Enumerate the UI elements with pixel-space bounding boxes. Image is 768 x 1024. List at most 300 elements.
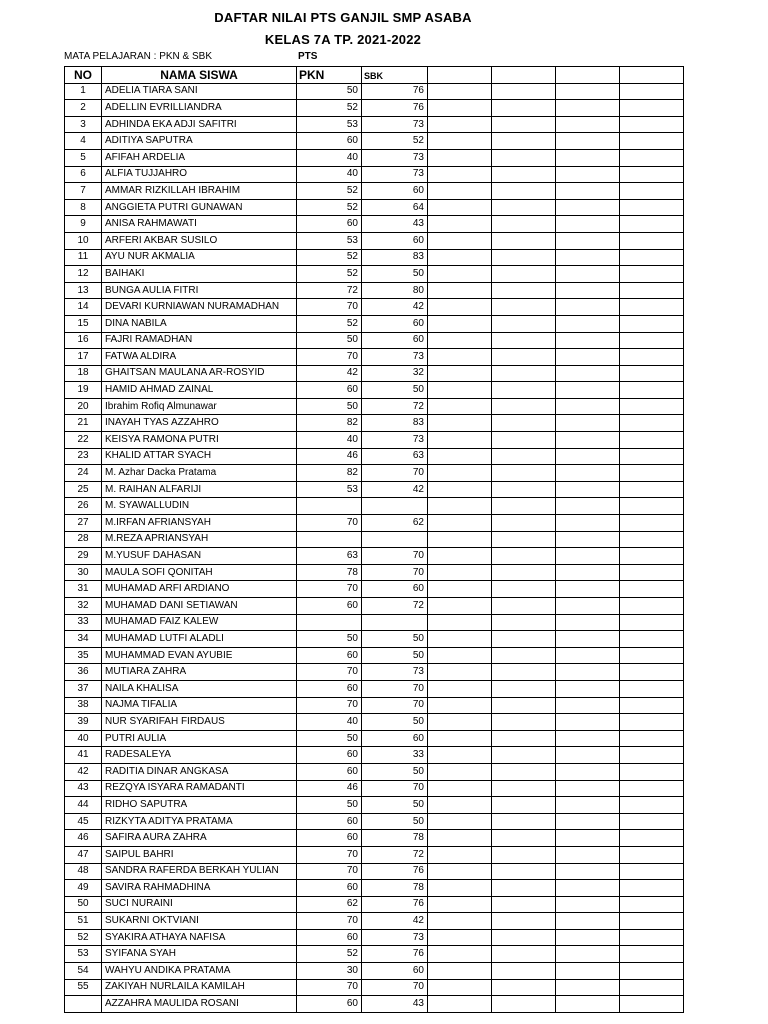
empty-cell bbox=[620, 548, 684, 565]
sbk-score-cell: 72 bbox=[362, 598, 428, 615]
empty-cell bbox=[428, 896, 492, 913]
student-name-cell: MAULA SOFI QONITAH bbox=[102, 564, 297, 581]
empty-cell bbox=[428, 913, 492, 930]
empty-cell bbox=[492, 249, 556, 266]
empty-cell bbox=[428, 216, 492, 233]
pkn-score-cell: 70 bbox=[297, 979, 362, 996]
student-name-cell: ANISA RAHMAWATI bbox=[102, 216, 297, 233]
pkn-score-cell: 60 bbox=[297, 647, 362, 664]
empty-cell bbox=[620, 116, 684, 133]
empty-cell bbox=[620, 232, 684, 249]
document-title: DAFTAR NILAI PTS GANJIL SMP ASABA bbox=[214, 10, 472, 25]
row-number-cell: 36 bbox=[65, 664, 102, 681]
empty-cell bbox=[620, 481, 684, 498]
pkn-score-cell: 70 bbox=[297, 863, 362, 880]
empty-cell bbox=[620, 216, 684, 233]
row-number-cell: 49 bbox=[65, 880, 102, 897]
empty-cell bbox=[492, 315, 556, 332]
student-name-cell: MUTIARA ZAHRA bbox=[102, 664, 297, 681]
empty-cell bbox=[556, 813, 620, 830]
empty-cell bbox=[620, 83, 684, 100]
row-number-cell: 44 bbox=[65, 797, 102, 814]
empty-cell bbox=[620, 249, 684, 266]
empty-cell bbox=[428, 614, 492, 631]
sbk-score-cell: 70 bbox=[362, 979, 428, 996]
student-name-cell: M.REZA APRIANSYAH bbox=[102, 531, 297, 548]
student-name-cell: ARFERI AKBAR SUSILO bbox=[102, 232, 297, 249]
table-row bbox=[65, 282, 684, 299]
empty-cell bbox=[620, 581, 684, 598]
empty-cell bbox=[492, 515, 556, 532]
row-number-cell: 46 bbox=[65, 830, 102, 847]
sbk-score-cell: 70 bbox=[362, 564, 428, 581]
empty-cell bbox=[556, 199, 620, 216]
empty-cell bbox=[556, 747, 620, 764]
table-row bbox=[65, 432, 684, 449]
empty-cell bbox=[620, 846, 684, 863]
sbk-score-cell: 73 bbox=[362, 166, 428, 183]
student-name-cell: SAIPUL BAHRI bbox=[102, 846, 297, 863]
empty-cell bbox=[428, 880, 492, 897]
table-row bbox=[65, 730, 684, 747]
empty-cell bbox=[556, 166, 620, 183]
empty-cell bbox=[428, 714, 492, 731]
empty-cell bbox=[492, 116, 556, 133]
sbk-score-cell bbox=[362, 498, 428, 515]
row-number-cell: 30 bbox=[65, 564, 102, 581]
empty-cell bbox=[492, 498, 556, 515]
student-name-cell: SUCI NURAINI bbox=[102, 896, 297, 913]
empty-cell bbox=[620, 647, 684, 664]
pkn-score-cell: 52 bbox=[297, 199, 362, 216]
empty-cell bbox=[556, 266, 620, 283]
empty-cell bbox=[492, 979, 556, 996]
sbk-score-cell: 70 bbox=[362, 548, 428, 565]
row-number-cell: 22 bbox=[65, 432, 102, 449]
table-row bbox=[65, 631, 684, 648]
table-row bbox=[65, 365, 684, 382]
empty-cell bbox=[556, 481, 620, 498]
empty-cell bbox=[492, 299, 556, 316]
student-name-cell: HAMID AHMAD ZAINAL bbox=[102, 382, 297, 399]
sbk-score-cell: 72 bbox=[362, 398, 428, 415]
student-name-cell: RIDHO SAPUTRA bbox=[102, 797, 297, 814]
empty-cell bbox=[556, 448, 620, 465]
row-number-cell: 21 bbox=[65, 415, 102, 432]
student-name-cell: FAJRI RAMADHAN bbox=[102, 332, 297, 349]
empty-cell bbox=[620, 680, 684, 697]
empty-cell bbox=[556, 100, 620, 117]
student-name-cell: PUTRI AULIA bbox=[102, 730, 297, 747]
empty-cell bbox=[492, 631, 556, 648]
sbk-score-cell: 63 bbox=[362, 448, 428, 465]
empty-cell bbox=[428, 481, 492, 498]
empty-cell bbox=[428, 349, 492, 366]
empty-cell bbox=[428, 780, 492, 797]
pkn-score-cell: 60 bbox=[297, 929, 362, 946]
pkn-score-cell: 60 bbox=[297, 382, 362, 399]
empty-cell bbox=[620, 100, 684, 117]
pkn-score-cell: 62 bbox=[297, 896, 362, 913]
empty-header-cell bbox=[492, 67, 556, 84]
sbk-score-cell: 60 bbox=[362, 315, 428, 332]
student-name-cell: KEISYA RAMONA PUTRI bbox=[102, 432, 297, 449]
table-row bbox=[65, 332, 684, 349]
sbk-score-cell: 70 bbox=[362, 680, 428, 697]
table-row bbox=[65, 266, 684, 283]
empty-cell bbox=[556, 880, 620, 897]
empty-cell bbox=[428, 166, 492, 183]
empty-cell bbox=[428, 183, 492, 200]
sbk-score-cell: 60 bbox=[362, 730, 428, 747]
empty-cell bbox=[428, 747, 492, 764]
student-name-cell: ANGGIETA PUTRI GUNAWAN bbox=[102, 199, 297, 216]
empty-cell bbox=[492, 647, 556, 664]
empty-cell bbox=[556, 564, 620, 581]
row-number-cell: 47 bbox=[65, 846, 102, 863]
student-name-cell: BAIHAKI bbox=[102, 266, 297, 283]
row-number-cell: 37 bbox=[65, 680, 102, 697]
row-number-cell: 14 bbox=[65, 299, 102, 316]
empty-cell bbox=[556, 846, 620, 863]
table-row bbox=[65, 714, 684, 731]
header-row bbox=[65, 67, 684, 84]
empty-cell bbox=[428, 282, 492, 299]
empty-cell bbox=[620, 183, 684, 200]
pkn-score-cell: 70 bbox=[297, 697, 362, 714]
pkn-score-cell: 70 bbox=[297, 581, 362, 598]
table-row bbox=[65, 465, 684, 482]
pts-label: PTS bbox=[298, 51, 318, 62]
table-row bbox=[65, 531, 684, 548]
empty-cell bbox=[556, 133, 620, 150]
student-name-cell: SYIFANA SYAH bbox=[102, 946, 297, 963]
student-name-cell: AMMAR RIZKILLAH IBRAHIM bbox=[102, 183, 297, 200]
pkn-score-cell: 70 bbox=[297, 299, 362, 316]
empty-cell bbox=[492, 581, 556, 598]
sbk-score-cell: 42 bbox=[362, 299, 428, 316]
sbk-score-cell: 43 bbox=[362, 216, 428, 233]
row-number-cell: 25 bbox=[65, 481, 102, 498]
student-name-cell: SANDRA RAFERDA BERKAH YULIAN bbox=[102, 863, 297, 880]
sbk-score-cell: 76 bbox=[362, 946, 428, 963]
empty-cell bbox=[556, 365, 620, 382]
empty-cell bbox=[620, 929, 684, 946]
header-sbk: SBK bbox=[362, 67, 428, 84]
pkn-score-cell: 72 bbox=[297, 282, 362, 299]
empty-cell bbox=[620, 282, 684, 299]
student-name-cell: ADELIA TIARA SANI bbox=[102, 83, 297, 100]
empty-cell bbox=[556, 465, 620, 482]
table-row bbox=[65, 448, 684, 465]
row-number-cell: 9 bbox=[65, 216, 102, 233]
table-row bbox=[65, 415, 684, 432]
table-row bbox=[65, 382, 684, 399]
empty-cell bbox=[428, 332, 492, 349]
table-row bbox=[65, 979, 684, 996]
row-number-cell: 10 bbox=[65, 232, 102, 249]
empty-cell bbox=[556, 946, 620, 963]
empty-cell bbox=[620, 880, 684, 897]
pkn-score-cell: 50 bbox=[297, 332, 362, 349]
table-row bbox=[65, 481, 684, 498]
table-row bbox=[65, 149, 684, 166]
student-name-cell: MUHAMAD LUTFI ALADLI bbox=[102, 631, 297, 648]
empty-cell bbox=[620, 382, 684, 399]
sbk-score-cell: 64 bbox=[362, 199, 428, 216]
empty-cell bbox=[620, 631, 684, 648]
empty-cell bbox=[492, 282, 556, 299]
empty-cell bbox=[556, 382, 620, 399]
table-row bbox=[65, 116, 684, 133]
student-name-cell: ADITIYA SAPUTRA bbox=[102, 133, 297, 150]
sbk-score-cell: 78 bbox=[362, 830, 428, 847]
empty-cell bbox=[620, 315, 684, 332]
empty-cell bbox=[428, 133, 492, 150]
row-number-cell: 42 bbox=[65, 763, 102, 780]
empty-cell bbox=[556, 664, 620, 681]
pkn-score-cell: 53 bbox=[297, 232, 362, 249]
empty-cell bbox=[492, 598, 556, 615]
empty-cell bbox=[492, 199, 556, 216]
row-number-cell: 8 bbox=[65, 199, 102, 216]
pkn-score-cell: 70 bbox=[297, 349, 362, 366]
row-number-cell: 2 bbox=[65, 100, 102, 117]
table-row bbox=[65, 581, 684, 598]
row-number-cell: 45 bbox=[65, 813, 102, 830]
sbk-score-cell: 70 bbox=[362, 780, 428, 797]
empty-cell bbox=[428, 830, 492, 847]
empty-cell bbox=[556, 349, 620, 366]
pkn-score-cell: 52 bbox=[297, 315, 362, 332]
empty-cell bbox=[620, 415, 684, 432]
pkn-score-cell: 78 bbox=[297, 564, 362, 581]
empty-cell bbox=[620, 664, 684, 681]
empty-cell bbox=[556, 797, 620, 814]
student-name-cell: DEVARI KURNIAWAN NURAMADHAN bbox=[102, 299, 297, 316]
empty-cell bbox=[492, 232, 556, 249]
empty-cell bbox=[492, 133, 556, 150]
empty-cell bbox=[492, 946, 556, 963]
student-name-cell: AZZAHRA MAULIDA ROSANI bbox=[102, 996, 297, 1013]
empty-header-cell bbox=[620, 67, 684, 84]
empty-cell bbox=[428, 963, 492, 980]
empty-cell bbox=[492, 531, 556, 548]
table-row bbox=[65, 183, 684, 200]
empty-cell bbox=[428, 448, 492, 465]
subject-label: MATA PELAJARAN : PKN & SBK bbox=[64, 51, 213, 62]
empty-cell bbox=[492, 365, 556, 382]
empty-cell bbox=[428, 299, 492, 316]
pkn-score-cell: 60 bbox=[297, 996, 362, 1013]
student-name-cell: INAYAH TYAS AZZAHRO bbox=[102, 415, 297, 432]
empty-cell bbox=[556, 249, 620, 266]
row-number-cell: 41 bbox=[65, 747, 102, 764]
row-number-cell: 48 bbox=[65, 863, 102, 880]
row-number-cell: 5 bbox=[65, 149, 102, 166]
empty-cell bbox=[492, 863, 556, 880]
sbk-score-cell: 60 bbox=[362, 963, 428, 980]
empty-cell bbox=[428, 199, 492, 216]
table-row bbox=[65, 614, 684, 631]
empty-cell bbox=[492, 763, 556, 780]
empty-cell bbox=[428, 846, 492, 863]
empty-cell bbox=[492, 664, 556, 681]
empty-cell bbox=[492, 398, 556, 415]
row-number-cell: 6 bbox=[65, 166, 102, 183]
empty-cell bbox=[620, 266, 684, 283]
empty-cell bbox=[556, 315, 620, 332]
table-row bbox=[65, 863, 684, 880]
table-row bbox=[65, 564, 684, 581]
table-row bbox=[65, 846, 684, 863]
empty-cell bbox=[556, 299, 620, 316]
empty-cell bbox=[428, 548, 492, 565]
empty-cell bbox=[492, 896, 556, 913]
table-row bbox=[65, 299, 684, 316]
pkn-score-cell: 60 bbox=[297, 813, 362, 830]
empty-cell bbox=[620, 797, 684, 814]
student-name-cell: BUNGA AULIA FITRI bbox=[102, 282, 297, 299]
table-row bbox=[65, 232, 684, 249]
pkn-score-cell: 60 bbox=[297, 133, 362, 150]
table-row bbox=[65, 680, 684, 697]
table-row bbox=[65, 199, 684, 216]
student-name-cell: Ibrahim Rofiq Almunawar bbox=[102, 398, 297, 415]
row-number-cell: 4 bbox=[65, 133, 102, 150]
sbk-score-cell: 43 bbox=[362, 996, 428, 1013]
empty-cell bbox=[428, 730, 492, 747]
table-row bbox=[65, 963, 684, 980]
student-name-cell: MUHAMAD ARFI ARDIANO bbox=[102, 581, 297, 598]
row-number-cell: 1 bbox=[65, 83, 102, 100]
empty-cell bbox=[428, 315, 492, 332]
header-name: NAMA SISWA bbox=[102, 67, 297, 84]
empty-cell bbox=[492, 730, 556, 747]
empty-cell bbox=[492, 481, 556, 498]
empty-cell bbox=[620, 448, 684, 465]
sbk-score-cell: 42 bbox=[362, 481, 428, 498]
table-row bbox=[65, 830, 684, 847]
empty-cell bbox=[492, 797, 556, 814]
row-number-cell: 16 bbox=[65, 332, 102, 349]
empty-cell bbox=[492, 963, 556, 980]
class-title: KELAS 7A TP. 2021-2022 bbox=[264, 32, 422, 47]
empty-cell bbox=[428, 631, 492, 648]
empty-cell bbox=[428, 432, 492, 449]
pkn-score-cell: 30 bbox=[297, 963, 362, 980]
row-number-cell: 50 bbox=[65, 896, 102, 913]
student-rows bbox=[65, 83, 684, 1012]
pkn-score-cell: 70 bbox=[297, 664, 362, 681]
empty-cell bbox=[620, 199, 684, 216]
table-row bbox=[65, 763, 684, 780]
sbk-score-cell: 50 bbox=[362, 266, 428, 283]
pkn-score-cell: 50 bbox=[297, 631, 362, 648]
pkn-score-cell: 60 bbox=[297, 680, 362, 697]
empty-cell bbox=[492, 780, 556, 797]
sbk-score-cell: 70 bbox=[362, 697, 428, 714]
pkn-score-cell: 82 bbox=[297, 465, 362, 482]
student-name-cell: RADESALEYA bbox=[102, 747, 297, 764]
table-row bbox=[65, 100, 684, 117]
empty-cell bbox=[492, 747, 556, 764]
empty-cell bbox=[620, 166, 684, 183]
empty-cell bbox=[620, 747, 684, 764]
empty-cell bbox=[620, 332, 684, 349]
sbk-score-cell: 73 bbox=[362, 149, 428, 166]
header-no: NO bbox=[65, 67, 102, 84]
student-name-cell: M. Azhar Dacka Pratama bbox=[102, 465, 297, 482]
row-number-cell: 52 bbox=[65, 929, 102, 946]
sbk-score-cell: 42 bbox=[362, 913, 428, 930]
empty-cell bbox=[492, 415, 556, 432]
empty-cell bbox=[556, 996, 620, 1013]
empty-cell bbox=[556, 697, 620, 714]
sbk-score-cell: 50 bbox=[362, 813, 428, 830]
empty-cell bbox=[492, 382, 556, 399]
empty-cell bbox=[620, 564, 684, 581]
table-row bbox=[65, 780, 684, 797]
pkn-score-cell: 70 bbox=[297, 913, 362, 930]
empty-cell bbox=[492, 680, 556, 697]
row-number-cell: 55 bbox=[65, 979, 102, 996]
student-name-cell: M.YUSUF DAHASAN bbox=[102, 548, 297, 565]
empty-cell bbox=[492, 149, 556, 166]
empty-cell bbox=[556, 598, 620, 615]
pkn-score-cell: 40 bbox=[297, 432, 362, 449]
row-number-cell: 26 bbox=[65, 498, 102, 515]
table-row bbox=[65, 647, 684, 664]
sbk-score-cell: 76 bbox=[362, 100, 428, 117]
pkn-score-cell: 50 bbox=[297, 797, 362, 814]
row-number-cell: 40 bbox=[65, 730, 102, 747]
empty-cell bbox=[620, 349, 684, 366]
row-number-cell: 28 bbox=[65, 531, 102, 548]
table-row bbox=[65, 515, 684, 532]
pkn-score-cell: 50 bbox=[297, 730, 362, 747]
student-name-cell: ALFIA TUJJAHRO bbox=[102, 166, 297, 183]
row-number-cell: 29 bbox=[65, 548, 102, 565]
empty-cell bbox=[556, 763, 620, 780]
row-number-cell: 39 bbox=[65, 714, 102, 731]
empty-cell bbox=[492, 266, 556, 283]
pkn-score-cell bbox=[297, 614, 362, 631]
table-row bbox=[65, 349, 684, 366]
sbk-score-cell: 50 bbox=[362, 714, 428, 731]
table-row bbox=[65, 315, 684, 332]
student-name-cell: SAFIRA AURA ZAHRA bbox=[102, 830, 297, 847]
empty-cell bbox=[492, 996, 556, 1013]
row-number-cell: 43 bbox=[65, 780, 102, 797]
row-number-cell: 17 bbox=[65, 349, 102, 366]
sbk-score-cell: 50 bbox=[362, 382, 428, 399]
sbk-score-cell: 73 bbox=[362, 349, 428, 366]
empty-cell bbox=[556, 929, 620, 946]
empty-cell bbox=[620, 896, 684, 913]
empty-cell bbox=[620, 963, 684, 980]
row-number-cell: 34 bbox=[65, 631, 102, 648]
empty-cell bbox=[428, 863, 492, 880]
row-number-cell: 31 bbox=[65, 581, 102, 598]
empty-cell bbox=[620, 979, 684, 996]
empty-cell bbox=[620, 614, 684, 631]
student-name-cell: SYAKIRA ATHAYA NAFISA bbox=[102, 929, 297, 946]
empty-cell bbox=[556, 183, 620, 200]
empty-cell bbox=[428, 365, 492, 382]
sbk-score-cell bbox=[362, 614, 428, 631]
student-name-cell: WAHYU ANDIKA PRATAMA bbox=[102, 963, 297, 980]
